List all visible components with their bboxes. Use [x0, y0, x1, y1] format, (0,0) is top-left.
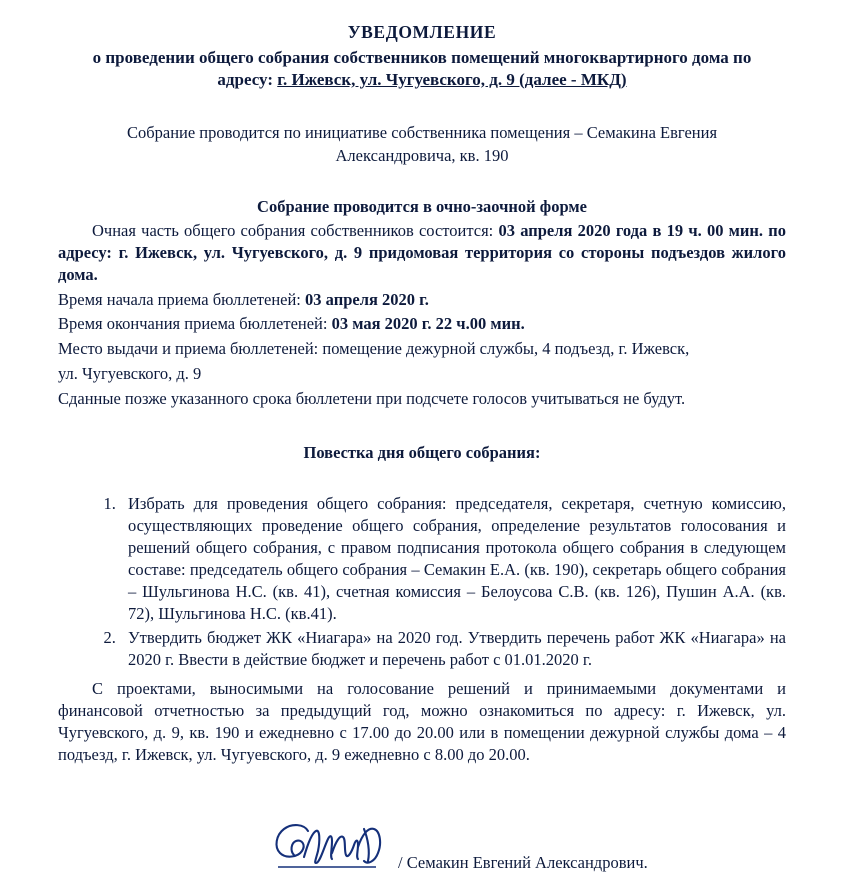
in-person-part-paragraph: [58, 220, 786, 286]
ballots-end-label: Время окончания приема бюллетеней:: [58, 314, 332, 334]
in-person-label: Очная часть общего собрания собственников состоится:: [92, 220, 499, 240]
list-item: 2. Утвердить бюджет ЖК «Ниагара» на 2020 год. Утвердить перечень работ ЖК «Ниагара» на 2020 г. Ввести в действие бюджет и перечень работ с 01.01.2020 г.: [120, 627, 786, 671]
in-person-details: 03 апреля 2020 года в 19 ч. 00 мин. по адресу: г. Ижевск, ул. Чугуевского, д. 9 придомовая территория со стороны подъездов жилого дома.: [58, 220, 787, 284]
list-item: 1. Избрать для проведения общего собрания: председателя, секретаря, счетную комиссию, осуществляющих проведение общего собрания, определение результатов голосования и решений общего собрания, с правом подписания протокола общего собрания в следующем составе: председатель общего собрания – Семакин Е.А. (кв. 190), секретарь общего собрания – Шульгинова Н.С. (кв. 41), счетная комиссия – Белоусова С.В. (кв. 126), Пушин А.А. (кв. 72), Шульгинова Н.С. (кв.41).: [120, 493, 786, 625]
agenda-list: [58, 493, 786, 671]
initiator-line-2: Александровича, кв. 190: [335, 145, 509, 165]
meeting-form-heading: Собрание проводится в очно-заочной форме: [257, 196, 587, 216]
initiator-block: [76, 121, 768, 167]
ballots-end-value: 03 мая 2020 г. 22 ч.00 мин.: [331, 314, 525, 334]
subtitle-address-prefix: адресу:: [217, 69, 278, 89]
handwritten-signature-icon: [264, 817, 404, 881]
subtitle-address-underlined: г. Ижевск, ул. Чугуевского, д. 9 (далее - МКД): [277, 69, 627, 89]
document-title: УВЕДОМЛЕНИЕ: [347, 22, 497, 42]
closing-paragraph: С проектами, выносимыми на голосование решений и принимаемыми документами и финансовой отчетностью за предыдущий год, можно ознакомиться по адресу: г. Ижевск, ул. Чугуевского, д. 9, кв. 190 и ежедневно с 17.00 до 20.00 или в помещении дежурной службы дома – 4 подъезд, г. Ижевск, ул. Чугуевского, д. 9 ежедневно с 8.00 до 20.00.: [58, 678, 786, 764]
initiator-line-1: Собрание проводится по инициативе собственника помещения – Семакина Евгения: [126, 122, 718, 142]
ballots-place-line-2: ул. Чугуевского, д. 9: [58, 364, 202, 384]
ballots-end-paragraph: [58, 313, 786, 335]
ballots-start-label: Время начала приема бюллетеней:: [58, 289, 306, 309]
late-ballots-notice: Сданные позже указанного срока бюллетени при подсчете голосов учитываться не будут.: [58, 389, 686, 409]
ballots-start-value: 03 апреля 2020 г.: [305, 289, 429, 309]
agenda-heading: Повестка дня общего собрания:: [303, 443, 541, 463]
signature-row: [58, 817, 786, 887]
ballots-place-line-1: Место выдачи и приема бюллетеней: помещение дежурной службы, 4 подъезд, г. Ижевск,: [58, 339, 690, 359]
document-subtitle: [58, 47, 786, 91]
subtitle-line-1: о проведении общего собрания собственников помещений многоквартирного дома по: [92, 48, 752, 67]
ballots-start-paragraph: [58, 289, 786, 311]
signature-name-label: / Семакин Евгений Александрович.: [398, 853, 648, 873]
